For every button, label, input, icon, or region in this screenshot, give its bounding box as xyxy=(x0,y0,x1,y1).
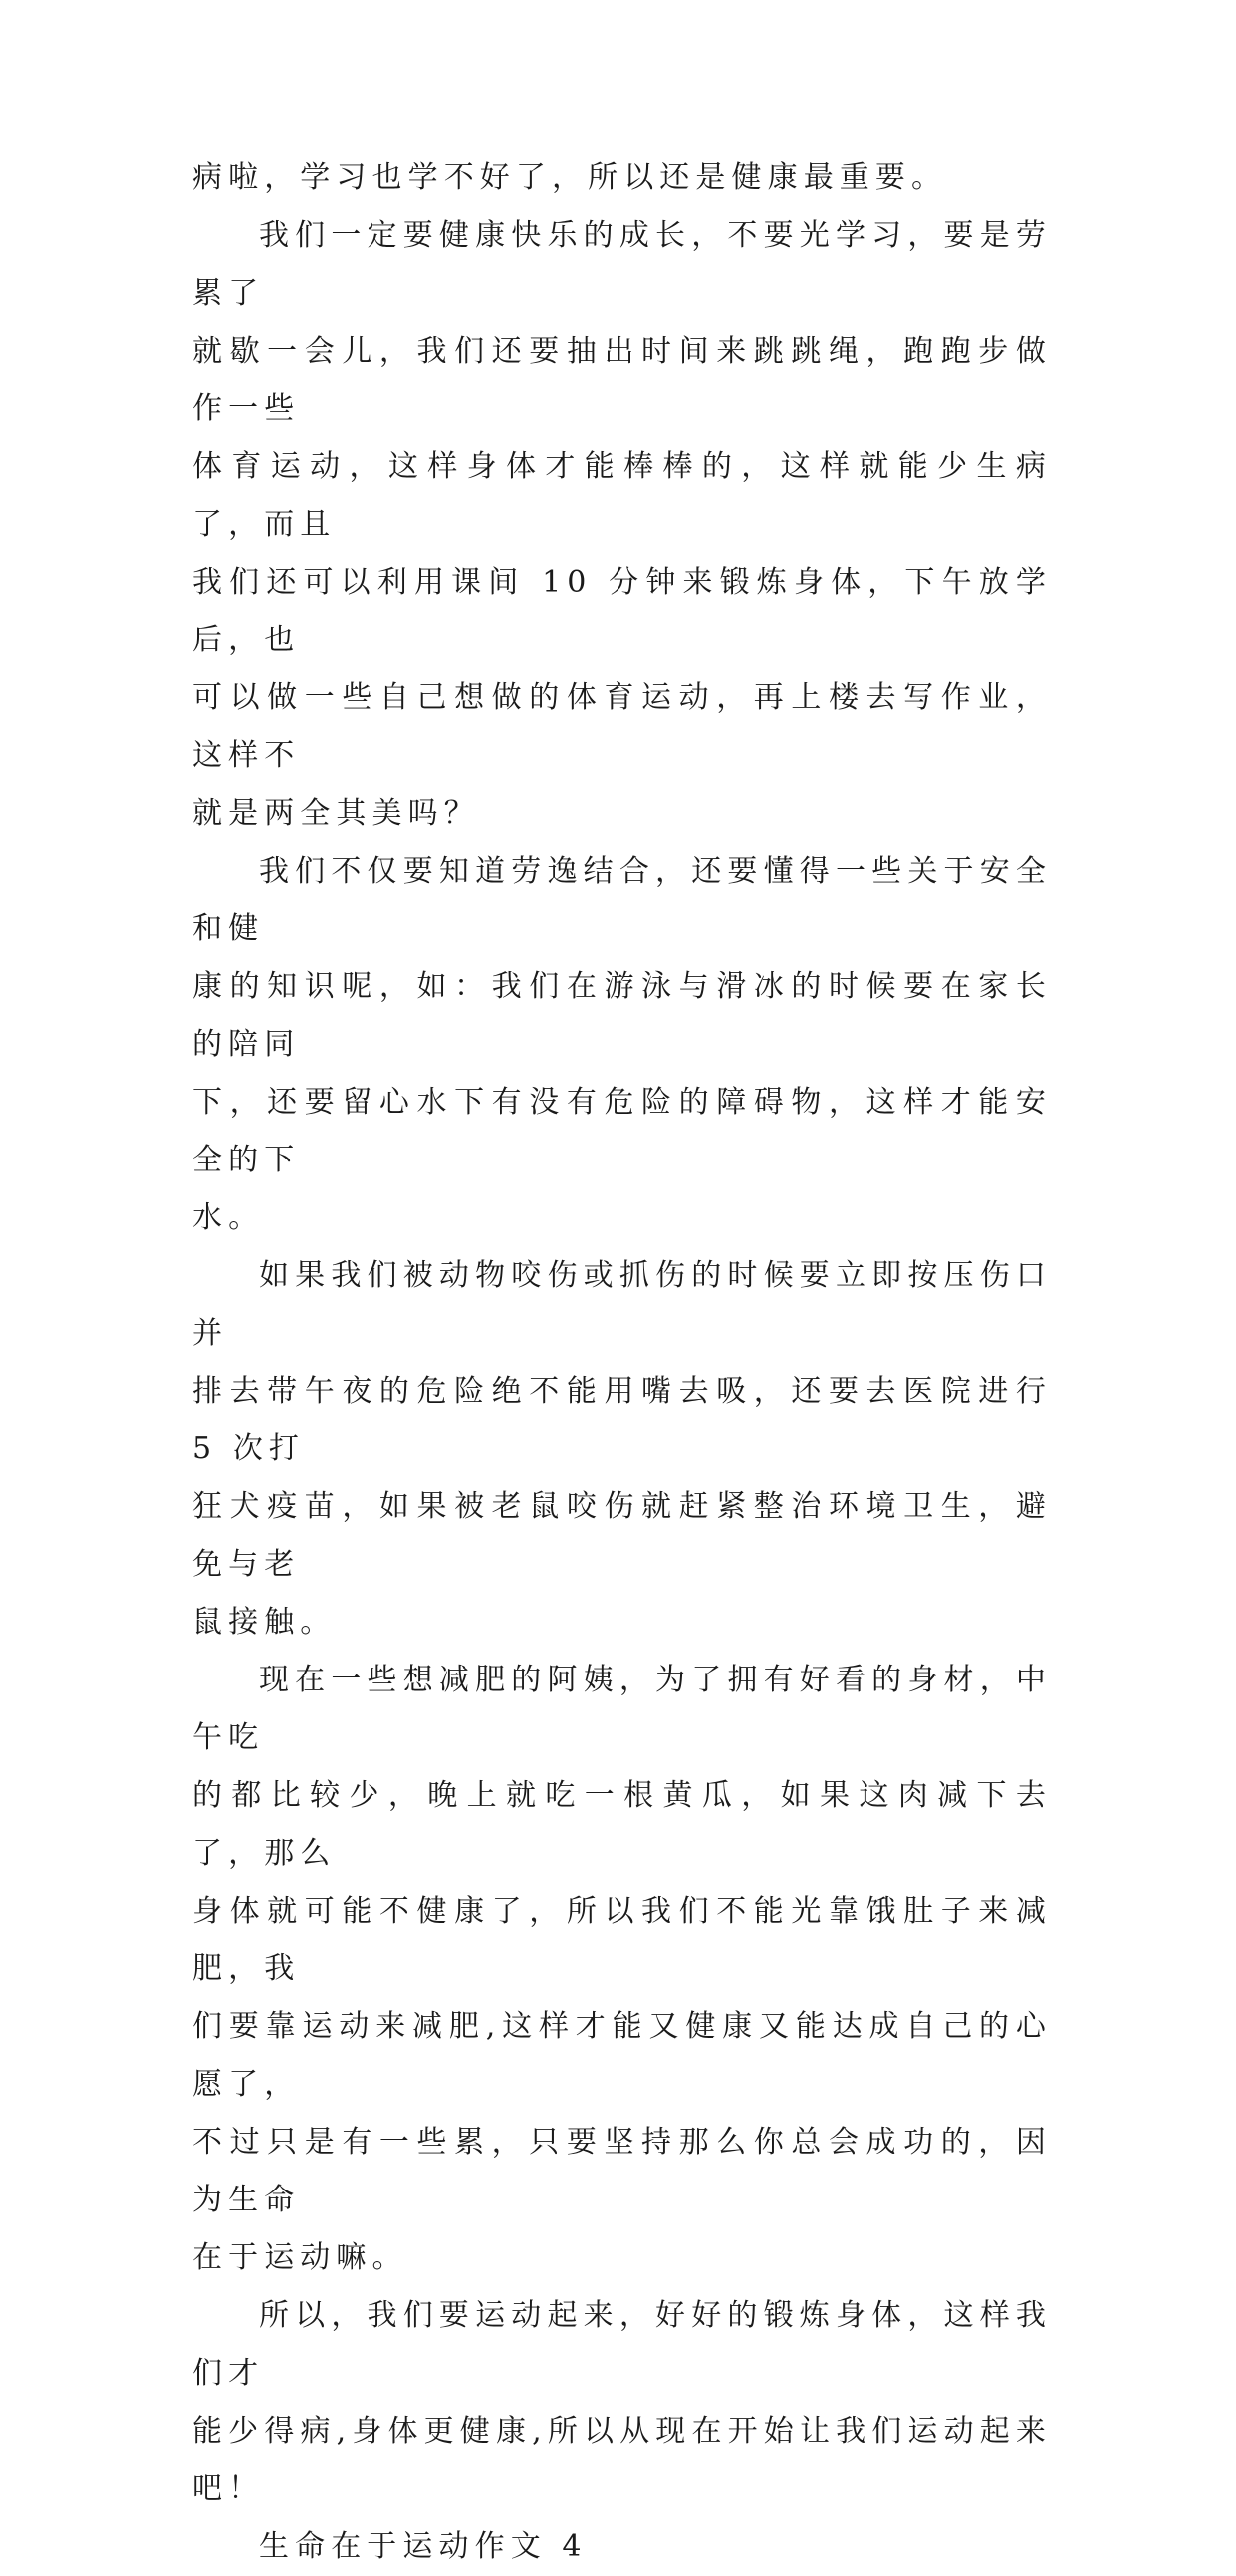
text-line: 现在一些想减肥的阿姨，为了拥有好看的身材，中午吃 xyxy=(192,1663,1052,1755)
paragraph xyxy=(192,2287,1052,2518)
document-page xyxy=(192,149,1068,2576)
text-line: 排去带午夜的危险绝不能用嘴去吸，还要去医院进行 5 次打 xyxy=(192,1374,1068,1466)
text-line: 鼠接触。 xyxy=(192,1605,337,1640)
text-line: 就歇一会儿，我们还要抽出时间来跳跳绳，跑跑步做作一些 xyxy=(192,334,1052,426)
text-line: 所以，我们要运动起来，好好的锻炼身体，这样我们才 xyxy=(192,2298,1052,2391)
paragraph xyxy=(192,149,1052,207)
text-line: 我们不仅要知道劳逸结合，还要懂得一些关于安全和健 xyxy=(192,854,1052,946)
paragraph xyxy=(192,843,1052,1247)
paragraph xyxy=(192,207,1052,843)
text-line: 们要靠运动来减肥,这样才能又健康又能达成自己的心愿了， xyxy=(192,2009,1052,2102)
text-line: 病啦，学习也学不好了，所以还是健康最重要。 xyxy=(192,160,948,195)
section-heading xyxy=(192,2518,1052,2576)
text-line: 我们还可以利用课间 10 分钟来锻炼身体，下午放学后，也 xyxy=(192,565,1052,657)
text-line: 不过只是有一些累，只要坚持那么你总会成功的，因为生命 xyxy=(192,2125,1052,2217)
paragraph xyxy=(192,1247,1068,1652)
text-line: 可以做一些自己想做的体育运动，再上楼去写作业，这样不 xyxy=(192,680,1052,773)
text-line: 就是两全其美吗？ xyxy=(192,796,480,831)
text-line: 生命在于运动作文 4 xyxy=(259,2529,588,2564)
text-line: 的都比较少，晚上就吃一根黄瓜，如果这肉减下去了，那么 xyxy=(192,1778,1052,1871)
text-line: 在于运动嘛。 xyxy=(192,2240,408,2275)
text-line: 狂犬疫苗，如果被老鼠咬伤就赶紧整治环境卫生，避免与老 xyxy=(192,1489,1052,1582)
text-line: 能少得病,身体更健康,所以从现在开始让我们运动起来吧！ xyxy=(192,2414,1052,2506)
text-line: 如果我们被动物咬伤或抓伤的时候要立即按压伤口并 xyxy=(192,1258,1052,1351)
text-line: 我们一定要健康快乐的成长，不要光学习，要是劳累了 xyxy=(192,218,1052,311)
text-line: 下，还要留心水下有没有危险的障碍物，这样才能安全的下 xyxy=(192,1085,1052,1177)
text-line: 身体就可能不健康了，所以我们不能光靠饿肚子来减肥，我 xyxy=(192,1894,1052,1986)
text-line: 体育运动，这样身体才能棒棒的，这样就能少生病了，而且 xyxy=(192,449,1052,542)
text-line: 水。 xyxy=(192,1200,265,1235)
text-line: 康的知识呢，如：我们在游泳与滑冰的时候要在家长的陪同 xyxy=(192,969,1052,1062)
